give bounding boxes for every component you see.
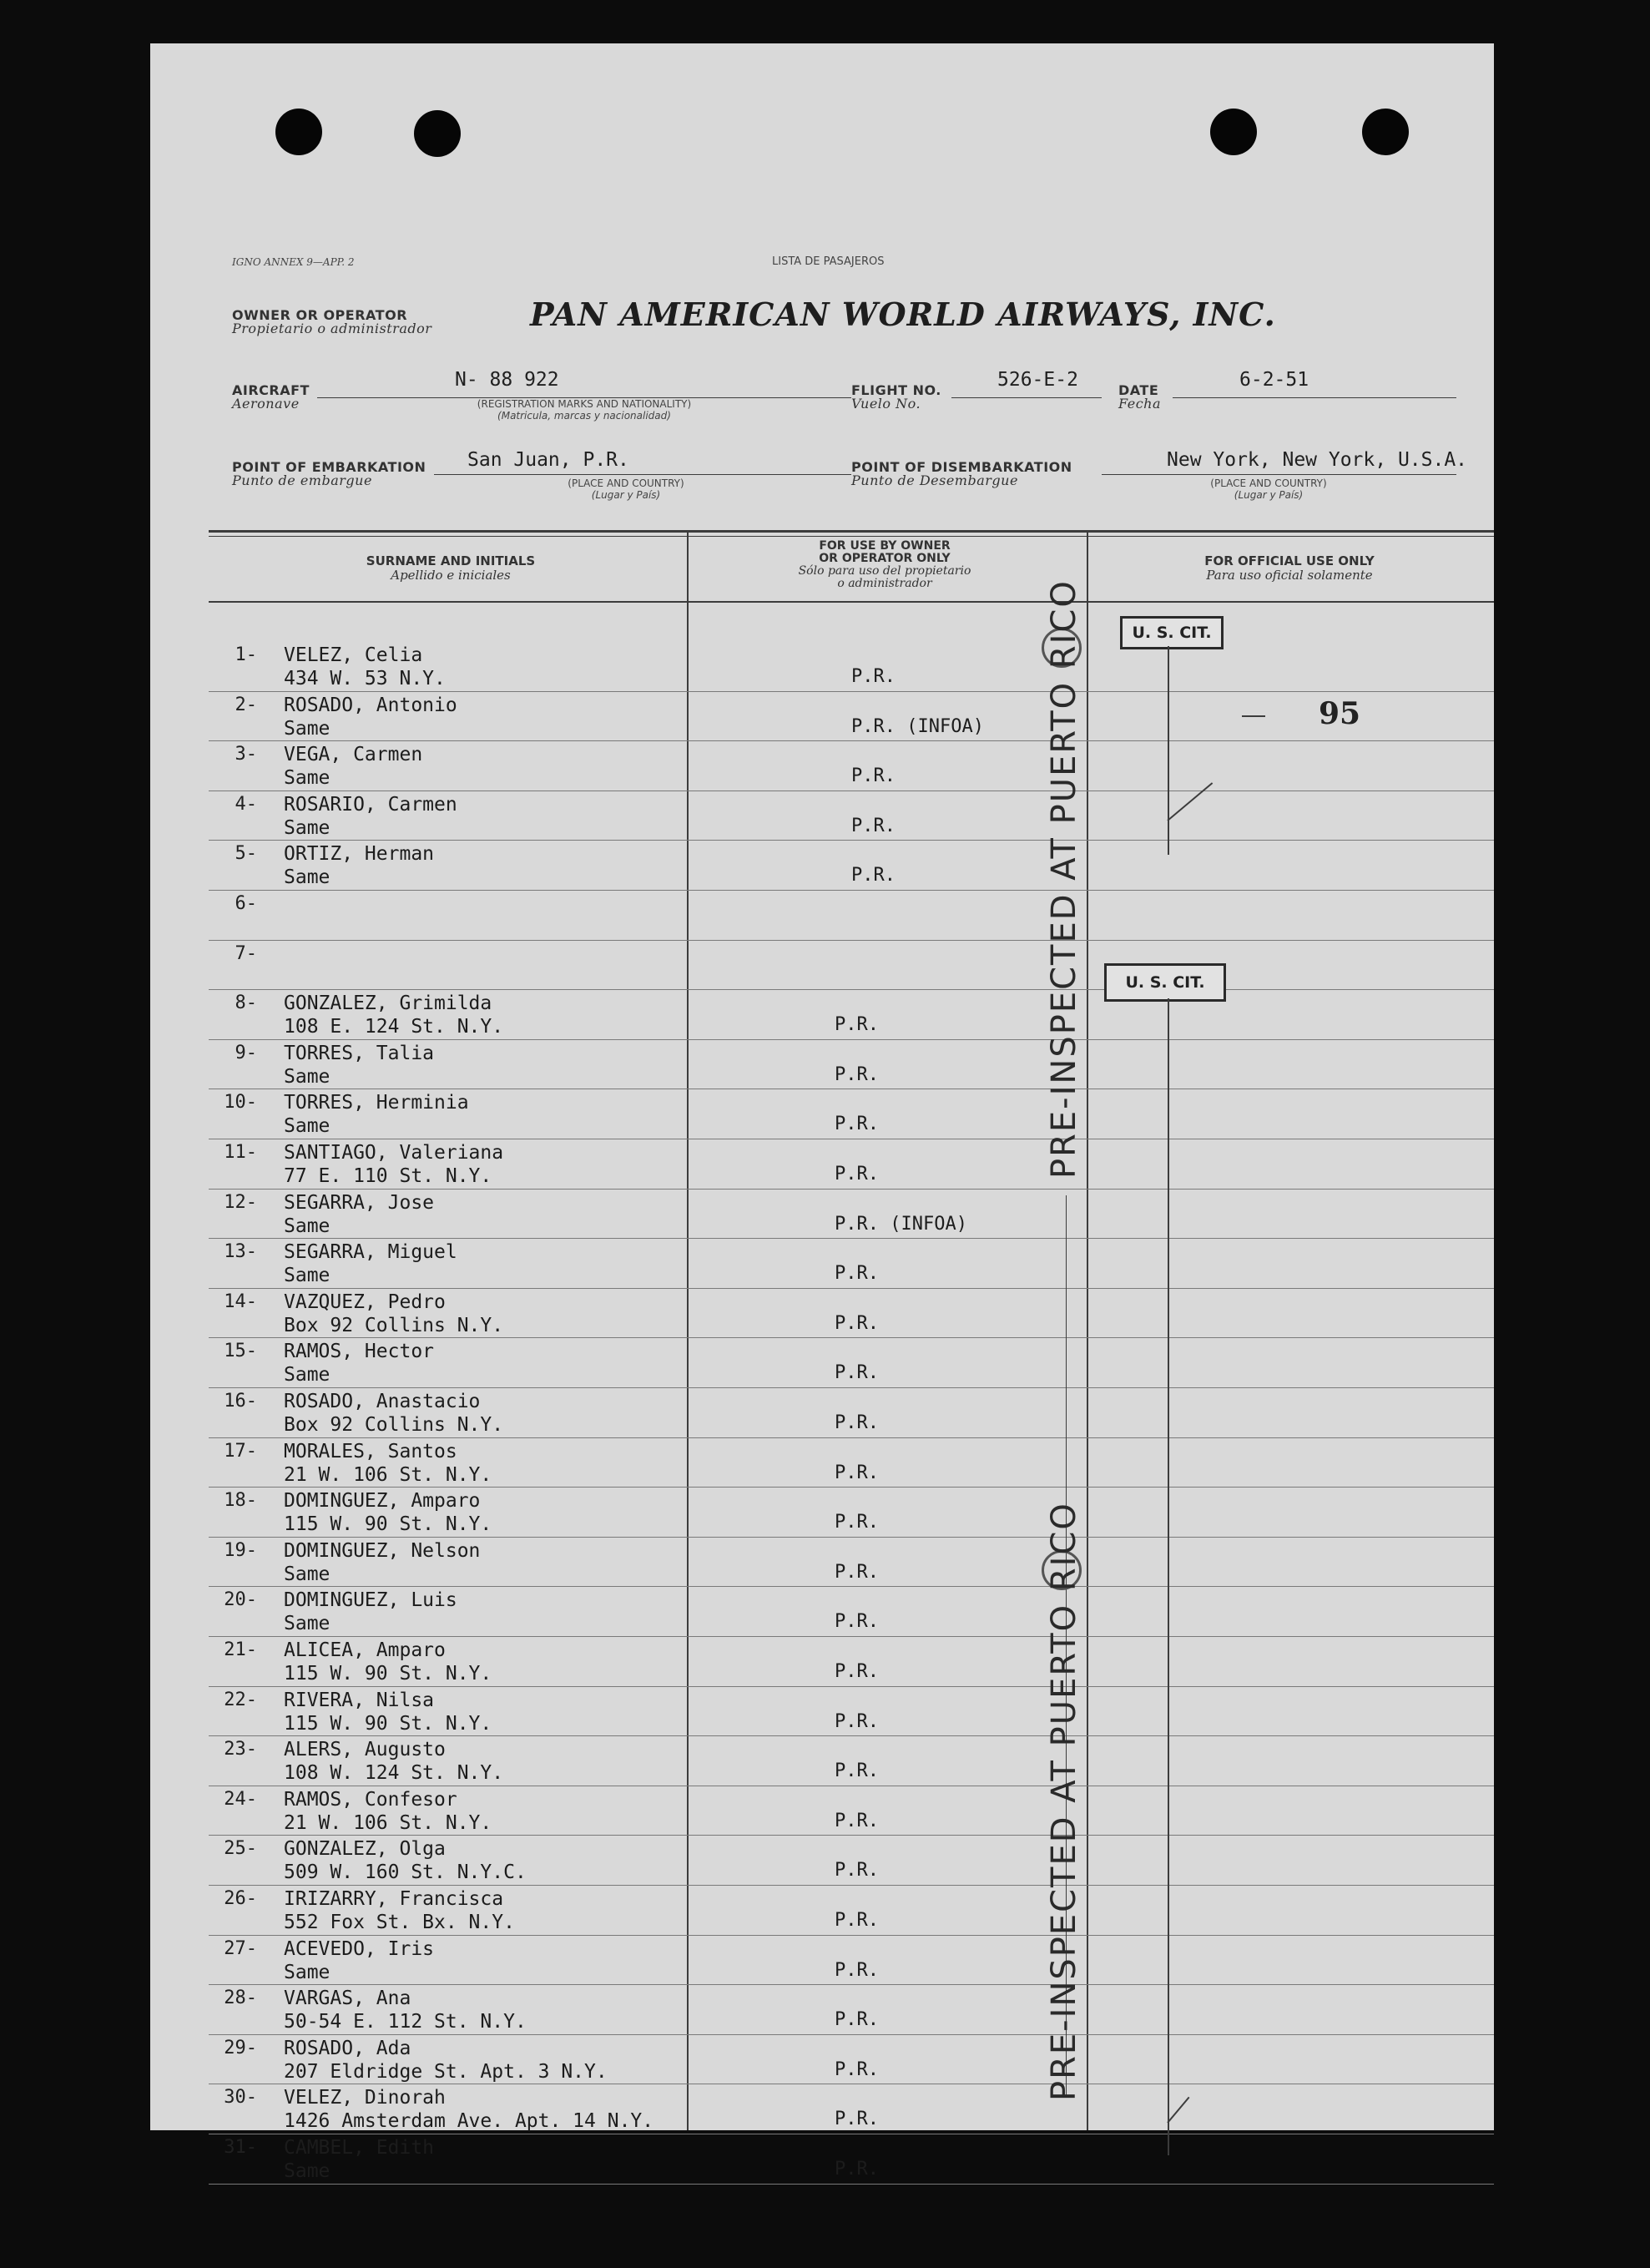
row-number: 6- (235, 893, 257, 914)
row-number: 8- (235, 993, 257, 1014)
row-number: 17- (224, 1440, 257, 1462)
table-top-rule (209, 530, 1494, 533)
passenger-address: 108 E. 124 St. N.Y. (284, 1016, 504, 1038)
preinspected-stamp: PRE-INSPECTED AT PUERTO RICO (1045, 1502, 1083, 2101)
flight-label (851, 384, 941, 411)
passenger-name: ROSADO, Ada (284, 2037, 411, 2059)
form-title: LISTA DE PASAJEROS (772, 255, 885, 268)
col-owner-es-1: Sólo para uso del propietario (798, 564, 971, 578)
header-bottom-rule (209, 601, 1494, 603)
row-number: 3- (235, 744, 257, 765)
passenger-address: Same (284, 1065, 331, 1088)
column-divider-2 (1087, 530, 1088, 2130)
row-divider (209, 890, 1494, 891)
passenger-address: 115 W. 90 St. N.Y. (284, 1712, 492, 1735)
handwritten-count: 95 (1319, 696, 1361, 731)
row-divider (209, 1288, 1494, 1289)
disembark-label-es: Punto de Desembargue (851, 472, 1018, 488)
passenger-name: SEGARRA, Miguel (284, 1241, 457, 1264)
passenger-address: Same (284, 866, 331, 889)
us-citizen-stamp: U. S. CIT. (1104, 963, 1226, 1002)
passenger-name: ACEVEDO, Iris (284, 1937, 435, 1960)
passenger-name: IRIZARRY, Francisca (284, 1888, 504, 1910)
flight-value: 526-E-2 (997, 369, 1078, 391)
owner-note: P.R. (851, 765, 896, 787)
row-number: 18- (224, 1490, 257, 1512)
row-number: 29- (224, 2037, 257, 2058)
passenger-address: Same (284, 2160, 331, 2182)
passenger-name: RIVERA, Nilsa (284, 1689, 435, 1711)
passenger-address: Same (284, 816, 331, 839)
disembark-label (851, 461, 1072, 487)
row-number: 7- (235, 942, 257, 964)
row-number: 15- (224, 1341, 257, 1362)
row-number: 14- (224, 1291, 257, 1312)
row-divider (209, 1835, 1494, 1836)
row-divider (209, 1387, 1494, 1388)
binder-hole (275, 109, 322, 155)
passenger-name: ORTIZ, Herman (284, 843, 435, 866)
passenger-name: ROSADO, Antonio (284, 694, 457, 716)
date-label-es: Fecha (1118, 396, 1161, 412)
binder-hole (1362, 109, 1409, 155)
disembark-underline (1102, 474, 1456, 475)
preinspected-stamp: PRE-INSPECTED AT PUERTO RICO (1045, 579, 1083, 1179)
row-number: 4- (235, 793, 257, 815)
binder-hole (414, 110, 461, 157)
owner-note: P.R. (851, 815, 896, 836)
date-label (1118, 384, 1161, 411)
row-number: 19- (224, 1539, 257, 1561)
owner-note: P.R. (835, 1611, 879, 1633)
row-number: 30- (224, 2087, 257, 2109)
embark-caption-en: (PLACE AND COUNTRY) (568, 477, 684, 489)
date-label-en: DATE (1118, 382, 1159, 398)
manifest-page (150, 43, 1494, 2182)
disembark-place-caption (1185, 477, 1352, 501)
owner-note: P.R. (835, 1561, 879, 1583)
row-number: 9- (235, 1042, 257, 1063)
passenger-name: GONZALEZ, Olga (284, 1838, 446, 1861)
row-number: 22- (224, 1689, 257, 1710)
passenger-address: Same (284, 767, 331, 790)
owner-note: P.R. (835, 1860, 879, 1882)
row-divider (209, 2034, 1494, 2035)
passenger-address: 50-54 E. 112 St. N.Y. (284, 2011, 527, 2033)
passenger-name: SANTIAGO, Valeriana (284, 1142, 504, 1164)
passenger-address: Same (284, 1215, 331, 1237)
row-number: 12- (224, 1191, 257, 1213)
registration-caption-en: (REGISTRATION MARKS AND NATIONALITY) (477, 398, 692, 410)
bracket-check (1167, 782, 1213, 821)
row-number: 26- (224, 1888, 257, 1909)
owner-note: P.R. (851, 865, 896, 886)
passenger-address: 207 Eldridge St. Apt. 3 N.Y. (284, 2060, 608, 2083)
bracket-line (1168, 998, 1169, 2155)
passenger-address: Same (284, 1563, 331, 1585)
owner-note: P.R. (INFOA) (835, 1213, 967, 1235)
binder-hole (1210, 109, 1257, 155)
owner-note: P.R. (835, 1263, 879, 1285)
col-surname-en: SURNAME AND INITIALS (366, 553, 536, 568)
row-number: 25- (224, 1838, 257, 1860)
owner-note: P.R. (835, 1710, 879, 1732)
owner-note: P.R. (835, 1412, 879, 1433)
owner-note: P.R. (835, 1959, 879, 1981)
registration-caption (451, 398, 718, 422)
passenger-name: VARGAS, Ana (284, 1988, 411, 2010)
row-divider (209, 1984, 1494, 1985)
passenger-address: 21 W. 106 St. N.Y. (284, 1811, 492, 1834)
row-divider (209, 2184, 1494, 2185)
company-name: PAN AMERICAN WORLD AIRWAYS, INC. (530, 295, 1276, 333)
owner-note: P.R. (835, 1661, 879, 1682)
column-divider-1 (687, 530, 689, 2130)
row-number: 16- (224, 1391, 257, 1412)
passenger-name: TORRES, Herminia (284, 1092, 469, 1114)
passenger-address: 1426 Amsterdam Ave. Apt. 14 N.Y. (284, 2110, 654, 2133)
passenger-name: MORALES, Santos (284, 1440, 457, 1462)
owner-note: P.R. (835, 1114, 879, 1135)
row-divider (209, 1735, 1494, 1736)
row-number: 13- (224, 1241, 257, 1263)
col-surname-es: Apellido e iniciales (391, 568, 511, 583)
owner-note: P.R. (835, 1810, 879, 1831)
owner-label-en: OWNER OR OPERATOR (232, 307, 408, 323)
column-header-owner (701, 540, 1068, 590)
row-divider (209, 989, 1494, 990)
passenger-address: Box 92 Collins N.Y. (284, 1314, 504, 1336)
row-divider (209, 691, 1494, 692)
passenger-name: DOMINGUEZ, Nelson (284, 1539, 481, 1562)
row-number: 5- (235, 843, 257, 865)
disembark-value: New York, New York, U.S.A. (1167, 449, 1468, 471)
date-value: 6-2-51 (1239, 369, 1309, 391)
row-number: 28- (224, 1988, 257, 2009)
disembark-caption-es: (Lugar y País) (1234, 489, 1304, 501)
passenger-name: VEGA, Carmen (284, 744, 423, 766)
passenger-name: ROSARIO, Carmen (284, 793, 457, 816)
column-header-official (1102, 554, 1477, 583)
row-divider (209, 1238, 1494, 1239)
row-number: 10- (224, 1092, 257, 1114)
passenger-address: 115 W. 90 St. N.Y. (284, 1663, 492, 1685)
row-divider (209, 1337, 1494, 1338)
disembark-label-en: POINT OF DISEMBARKATION (851, 459, 1072, 475)
passenger-name: VAZQUEZ, Pedro (284, 1291, 446, 1313)
passenger-address: Same (284, 1613, 331, 1635)
aircraft-value: N- 88 922 (455, 369, 559, 391)
passenger-name: ALICEA, Amparo (284, 1639, 446, 1661)
embark-place-caption (542, 477, 709, 501)
owner-note: P.R. (851, 666, 896, 687)
flight-label-es: Vuelo No. (851, 396, 921, 412)
row-divider (209, 1686, 1494, 1687)
passenger-address: Box 92 Collins N.Y. (284, 1414, 504, 1436)
row-divider (209, 1487, 1494, 1488)
owner-note: P.R. (INFOA) (851, 715, 984, 737)
passenger-name: RAMOS, Hector (284, 1341, 435, 1363)
form-number: IGNO ANNEX 9—APP. 2 (232, 256, 355, 268)
date-underline (1173, 397, 1456, 398)
embark-label-en: POINT OF EMBARKATION (232, 459, 426, 475)
embark-underline (434, 474, 851, 475)
registration-caption-es: (Matricula, marcas y nacionalidad) (497, 410, 671, 422)
row-number: 21- (224, 1639, 257, 1660)
flight-underline (951, 397, 1102, 398)
passenger-address: 434 W. 53 N.Y. (284, 668, 446, 689)
row-divider (209, 740, 1494, 741)
dash-mark (1242, 715, 1265, 717)
row-divider (209, 1189, 1494, 1190)
owner-label (232, 309, 431, 336)
row-number: 24- (224, 1788, 257, 1810)
passenger-address: Same (284, 1961, 331, 1983)
aircraft-label-en: AIRCRAFT (232, 382, 310, 398)
passenger-name: VELEZ, Dinorah (284, 2087, 446, 2109)
passenger-name: GONZALEZ, Grimilda (284, 993, 492, 1015)
owner-note: P.R. (835, 2009, 879, 2031)
col-owner-en-2: OR OPERATOR ONLY (819, 552, 951, 565)
embark-label (232, 461, 426, 487)
row-number: 23- (224, 1739, 257, 1760)
owner-note: P.R. (835, 2058, 879, 2080)
owner-note: P.R. (835, 1312, 879, 1334)
disembark-caption-en: (PLACE AND COUNTRY) (1210, 477, 1327, 489)
aircraft-label-es: Aeronave (232, 396, 300, 412)
owner-note: P.R. (835, 2109, 879, 2130)
row-divider (209, 940, 1494, 941)
passenger-name: SEGARRA, Jose (284, 1191, 435, 1214)
column-header-surname (275, 554, 626, 583)
row-number: 27- (224, 1937, 257, 1959)
embark-value: San Juan, P.R. (467, 449, 629, 471)
owner-note: P.R. (835, 1760, 879, 1782)
passenger-address: 552 Fox St. Bx. N.Y. (284, 1912, 515, 1933)
passenger-address: Same (284, 717, 331, 740)
passenger-address: Same (284, 1364, 331, 1387)
passenger-address: 509 W. 160 St. N.Y.C. (284, 1861, 527, 1884)
passenger-address: Same (284, 1115, 331, 1138)
owner-note: P.R. (835, 1063, 879, 1085)
passenger-name: RAMOS, Confesor (284, 1788, 457, 1811)
passenger-address: 108 W. 124 St. N.Y. (284, 1762, 504, 1785)
row-number: 2- (235, 694, 257, 715)
row-divider (209, 1586, 1494, 1587)
row-number: 1- (235, 644, 257, 665)
embark-label-es: Punto de embargue (232, 472, 372, 488)
row-divider (209, 1636, 1494, 1637)
passenger-name: VELEZ, Celia (284, 644, 423, 666)
bracket-check (1167, 2097, 1189, 2124)
row-divider (209, 1537, 1494, 1538)
bracket-line (1168, 646, 1169, 855)
owner-note: P.R. (835, 2159, 879, 2180)
passenger-name: ALERS, Augusto (284, 1739, 446, 1761)
embark-caption-es: (Lugar y País) (591, 489, 661, 501)
table-top-rule-2 (209, 536, 1494, 537)
owner-note: P.R. (835, 1462, 879, 1483)
passenger-address: 21 W. 106 St. N.Y. (284, 1463, 492, 1486)
passenger-name: CAMBEL, Edith (284, 2137, 435, 2159)
passenger-address: Same (284, 1265, 331, 1287)
flight-label-en: FLIGHT NO. (851, 382, 941, 398)
row-divider (209, 1039, 1494, 1040)
row-divider (209, 840, 1494, 841)
passenger-name: DOMINGUEZ, Luis (284, 1589, 457, 1612)
passenger-address: 115 W. 90 St. N.Y. (284, 1513, 492, 1536)
owner-note: P.R. (835, 1164, 879, 1185)
passenger-name: DOMINGUEZ, Amparo (284, 1490, 481, 1513)
passenger-name: ROSADO, Anastacio (284, 1391, 481, 1412)
row-divider (209, 1437, 1494, 1438)
owner-label-es: Propietario o administrador (232, 321, 432, 336)
us-citizen-stamp: U. S. CIT. (1120, 616, 1224, 649)
passenger-name: TORRES, Talia (284, 1042, 435, 1064)
owner-note: P.R. (835, 1910, 879, 1931)
row-divider (209, 1885, 1494, 1886)
col-owner-en-1: FOR USE BY OWNER (819, 539, 951, 553)
row-number: 11- (224, 1142, 257, 1163)
col-owner-es-2: o administrador (837, 577, 932, 590)
owner-note: P.R. (835, 1512, 879, 1533)
aircraft-label (232, 384, 310, 411)
row-number: 31- (224, 2137, 257, 2158)
owner-note: P.R. (835, 1362, 879, 1384)
owner-note: P.R. (835, 1014, 879, 1036)
row-number: 20- (224, 1589, 257, 1611)
col-official-es: Para uso oficial solamente (1206, 568, 1373, 583)
col-official-en: FOR OFFICIAL USE ONLY (1204, 553, 1375, 568)
passenger-address: 77 E. 110 St. N.Y. (284, 1165, 492, 1187)
row-divider (209, 1935, 1494, 1936)
